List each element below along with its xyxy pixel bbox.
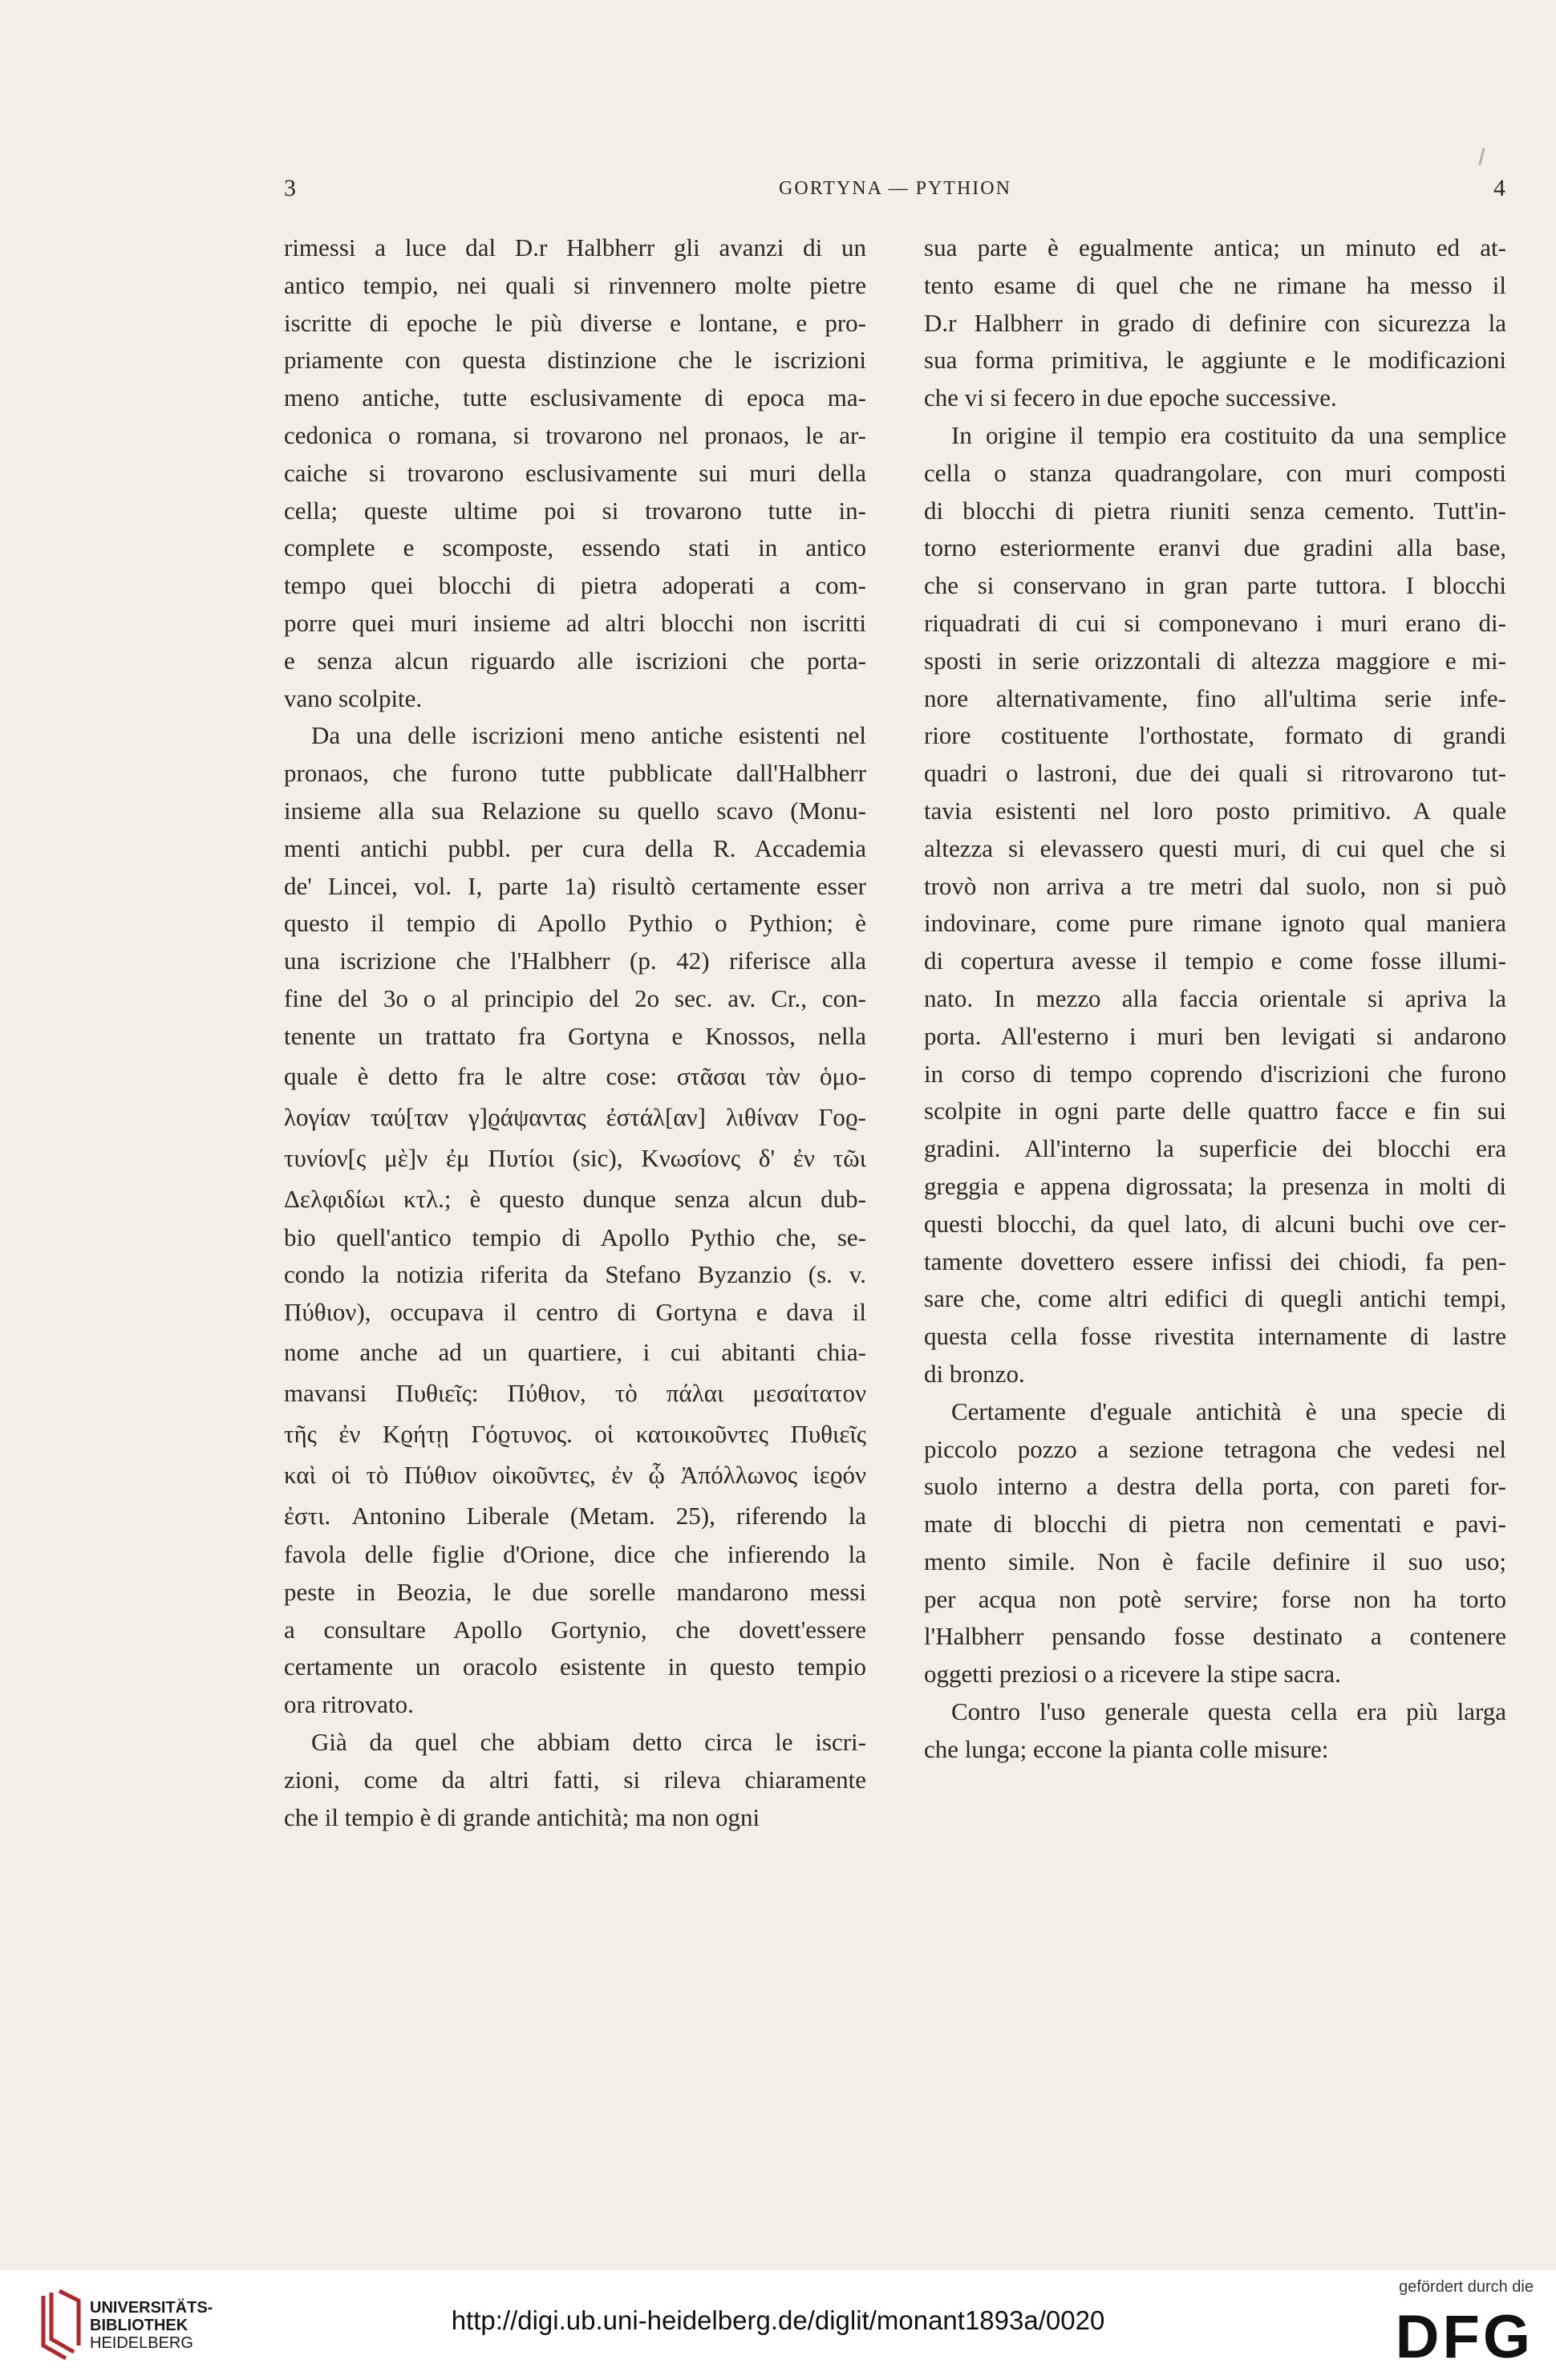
- footer-bar: [0, 2270, 1556, 2380]
- text-line: cedonica o romana, si trovarono nel pronaos, le ar-: [284, 420, 866, 449]
- text-line: questa cella fosse rivestita internamente di lastre: [924, 1322, 1506, 1351]
- text-line: porre quei muri insieme ad altri blocchi non iscritti: [284, 608, 866, 637]
- text-line: iscritte di epoche le più diverse e lontane, e pro-: [284, 308, 866, 337]
- text-line: di copertura avesse il tempio e come fosse illumi-: [924, 947, 1506, 975]
- text-line: complete e scomposte, essendo stati in antico: [284, 533, 866, 562]
- text-line: vano scolpite.: [284, 683, 423, 712]
- library-name-line: BIBLIOTHEK: [90, 2317, 188, 2334]
- text-line: pronaos, che furono tutte pubblicate dall'Halbherr: [284, 759, 866, 788]
- left-text-column: [284, 229, 866, 1836]
- text-line: una iscrizione che l'Halbherr (p. 42) riferisce alla: [284, 947, 866, 975]
- text-line: sare che, come altri edifici di quegli antichi tempi,: [924, 1284, 1506, 1313]
- text-line: rimessi a luce dal D.r Halbherr gli avanzi di un: [284, 233, 866, 262]
- text-line: ora ritrovato.: [284, 1690, 414, 1719]
- text-line: l'Halbherr pensando fosse destinato a contenere: [924, 1622, 1506, 1651]
- library-name-line: HEIDELBERG: [90, 2334, 193, 2352]
- text-line: Da una delle iscrizioni meno antiche esistenti nel: [311, 721, 866, 750]
- right-text-column: [924, 229, 1506, 1769]
- dfg-logo: DFG: [1395, 2303, 1534, 2371]
- text-line: insieme alla sua Relazione su quello scavo (Monu-: [284, 796, 866, 825]
- text-line: questi blocchi, da quel lato, di alcuni buchi ove cer-: [924, 1209, 1506, 1238]
- text-line: sposti in serie orizzontali di altezza maggiore e mi-: [924, 646, 1506, 675]
- text-line: cella; queste ultime poi si trovarono tutte in-: [284, 496, 866, 525]
- text-line: tempo quei blocchi di pietra adoperati a com-: [284, 571, 866, 600]
- text-line: Πύθιον), occupava il centro di Gortyna e dava il: [284, 1298, 866, 1327]
- text-line: D.r Halbherr in grado di definire con sicurezza la: [924, 308, 1506, 337]
- text-line: favola delle figlie d'Orione, dice che infierendo la: [284, 1539, 866, 1568]
- text-line: peste in Beozia, le due sorelle mandarono messi: [284, 1577, 866, 1606]
- text-line: priamente con questa distinzione che le iscrizioni: [284, 346, 866, 375]
- text-line: τῆς ἐν Κϱήτῃ Γόϱτυνος. οἱ κατοικοῦντες Πυθιεῖς: [284, 1419, 866, 1448]
- text-line: indovinare, come pure rimane ignoto qual maniera: [924, 909, 1506, 938]
- text-line: che lunga; eccone la pianta colle misure:: [924, 1734, 1329, 1763]
- running-head: [284, 175, 1506, 207]
- text-line: tavia esistenti nel loro posto primitivo. A quale: [924, 796, 1506, 825]
- text-line: che il tempio è di grande antichità; ma non ogni: [284, 1802, 760, 1831]
- text-line: suolo interno a destra della porta, con pareti for-: [924, 1472, 1506, 1501]
- text-line: menti antichi pubbl. per cura della R. Accademia: [284, 833, 866, 862]
- text-line: de' Lincei, vol. I, parte 1a) risultò certamente esser: [284, 871, 866, 900]
- text-line: λογίαν ταύ[ταν γ]ϱάψαντας ἐστάλ[αν] λιθίναν Γοϱ-: [284, 1102, 866, 1131]
- text-line: Contro l'uso generale questa cella era più larga: [951, 1697, 1506, 1726]
- text-line: sua parte è egualmente antica; un minuto ed at-: [924, 233, 1506, 262]
- text-line: riquadrati di cui si componevano i muri erano di-: [924, 608, 1506, 637]
- page-number-left: 3: [284, 175, 297, 201]
- text-line: tenente un trattato fra Gortyna e Knossos, nella: [284, 1021, 866, 1050]
- text-line: trovò non arriva a tre metri dal suolo, non si può: [924, 871, 1506, 900]
- text-line: gradini. All'interno la superficie dei blocchi era: [924, 1134, 1506, 1163]
- text-line: a consultare Apollo Gortynio, che dovett'essere: [284, 1615, 866, 1644]
- text-line: mento simile. Non è facile definire il suo uso;: [924, 1547, 1506, 1575]
- margin-mark: [1478, 148, 1485, 165]
- text-line: quadri o lastroni, due dei quali si ritrovarono tut-: [924, 759, 1506, 788]
- text-line: di bronzo.: [924, 1359, 1025, 1388]
- text-line: nato. In mezzo alla faccia orientale si apriva la: [924, 983, 1506, 1012]
- text-line: Già da quel che abbiam detto circa le iscri-: [311, 1727, 866, 1756]
- text-line: καὶ οἱ τὸ Πύθιον οἰκοῦντες, ἐν ᾧ Ἀπόλλωνος ἱεϱόν: [284, 1460, 866, 1489]
- sponsor-caption: gefördert durch die: [1399, 2278, 1534, 2296]
- text-line: scolpite in ogni parte delle quattro facce e fin sui: [924, 1097, 1506, 1125]
- text-line: zioni, come da altri fatti, si rileva chiaramente: [284, 1765, 866, 1794]
- permalink-url[interactable]: http://digi.ub.uni-heidelberg.de/diglit/monant1893a/0020: [451, 2305, 1105, 2335]
- text-line: altezza si elevassero questi muri, di cui quel che si: [924, 833, 1506, 862]
- text-line: in corso di tempo coprendo d'iscrizioni che furono: [924, 1059, 1506, 1088]
- text-line: oggetti preziosi o a ricevere la stipe sacra.: [924, 1660, 1341, 1689]
- text-line: fine del 3o o al principio del 2o sec. av. Cr., con-: [284, 983, 866, 1012]
- text-line: meno antiche, tutte esclusivamente di epoca ma-: [284, 383, 866, 412]
- text-line: tamente dovettero essere infissi dei chiodi, fa pen-: [924, 1247, 1506, 1275]
- library-name: [90, 2299, 213, 2352]
- text-line: τυνίον[ς μὲ]ν ἐμ Πυτίοι (sic), Κνωσίονς δ' ἐν τῶι: [284, 1143, 866, 1172]
- text-line: condo la notizia riferita da Stefano Byzanzio (s. v.: [284, 1260, 866, 1289]
- text-line: nore alternativamente, fino all'ultima serie infe-: [924, 683, 1506, 712]
- text-line: sua forma primitiva, le aggiunte e le modificazioni: [924, 346, 1506, 375]
- text-line: per acqua non potè servire; forse non ha torto: [924, 1584, 1506, 1613]
- text-line: Δελφιδίωι κτλ.; è questo dunque senza alcun dub-: [284, 1184, 866, 1213]
- text-line: ἐστι. Antonino Liberale (Metam. 25), riferendo la: [284, 1501, 866, 1530]
- text-line: quale è detto fra le altre cose: στᾶσαι τὰν ὁμο-: [284, 1061, 866, 1090]
- university-library-logo-icon: [34, 2289, 83, 2362]
- text-line: questo il tempio di Apollo Pythio o Pythion; è: [284, 909, 866, 938]
- text-line: piccolo pozzo a sezione tetragona che vedesi nel: [924, 1434, 1506, 1463]
- text-line: torno esteriormente eranvi due gradini alla base,: [924, 533, 1506, 562]
- text-line: tento esame di quel che ne rimane ha messo il: [924, 270, 1506, 299]
- text-line: di blocchi di pietra riuniti senza cemento. Tutt'in-: [924, 496, 1506, 525]
- text-line: Certamente d'eguale antichità è una specie di: [951, 1397, 1506, 1425]
- library-name-line: UNIVERSITÄTS-: [90, 2299, 213, 2317]
- text-line: e senza alcun riguardo alle iscrizioni che porta-: [284, 646, 866, 675]
- text-line: greggia e appena digrossata; la presenza in molti di: [924, 1171, 1506, 1200]
- text-line: bio quell'antico tempio di Apollo Pythio che, se-: [284, 1222, 866, 1251]
- text-line: che vi si fecero in due epoche successive.: [924, 383, 1337, 412]
- page-title: GORTYNA — PYTHION: [779, 178, 1011, 199]
- text-line: riore costituente l'orthostate, formato di grandi: [924, 721, 1506, 750]
- text-line: cella o stanza quadrangolare, con muri composti: [924, 458, 1506, 487]
- text-line: caiche si trovarono esclusivamente sui muri della: [284, 458, 866, 487]
- text-line: nome anche ad un quartiere, i cui abitanti chia-: [284, 1337, 866, 1366]
- text-line: mavansi Πυθιεῖς: Πύθιον, τὸ πάλαι μεσαίτατον: [284, 1378, 866, 1407]
- text-line: mate di blocchi di pietra non cementati e pavi-: [924, 1510, 1506, 1539]
- page-number-right: 4: [1493, 175, 1506, 201]
- text-line: In origine il tempio era costituito da una semplice: [951, 420, 1506, 449]
- text-line: certamente un oracolo esistente in questo tempio: [284, 1652, 866, 1681]
- text-line: porta. All'esterno i muri ben levigati si andarono: [924, 1021, 1506, 1050]
- text-line: che si conservano in gran parte tuttora. I blocchi: [924, 571, 1506, 600]
- text-line: antico tempio, nei quali si rinvennero molte pietre: [284, 270, 866, 299]
